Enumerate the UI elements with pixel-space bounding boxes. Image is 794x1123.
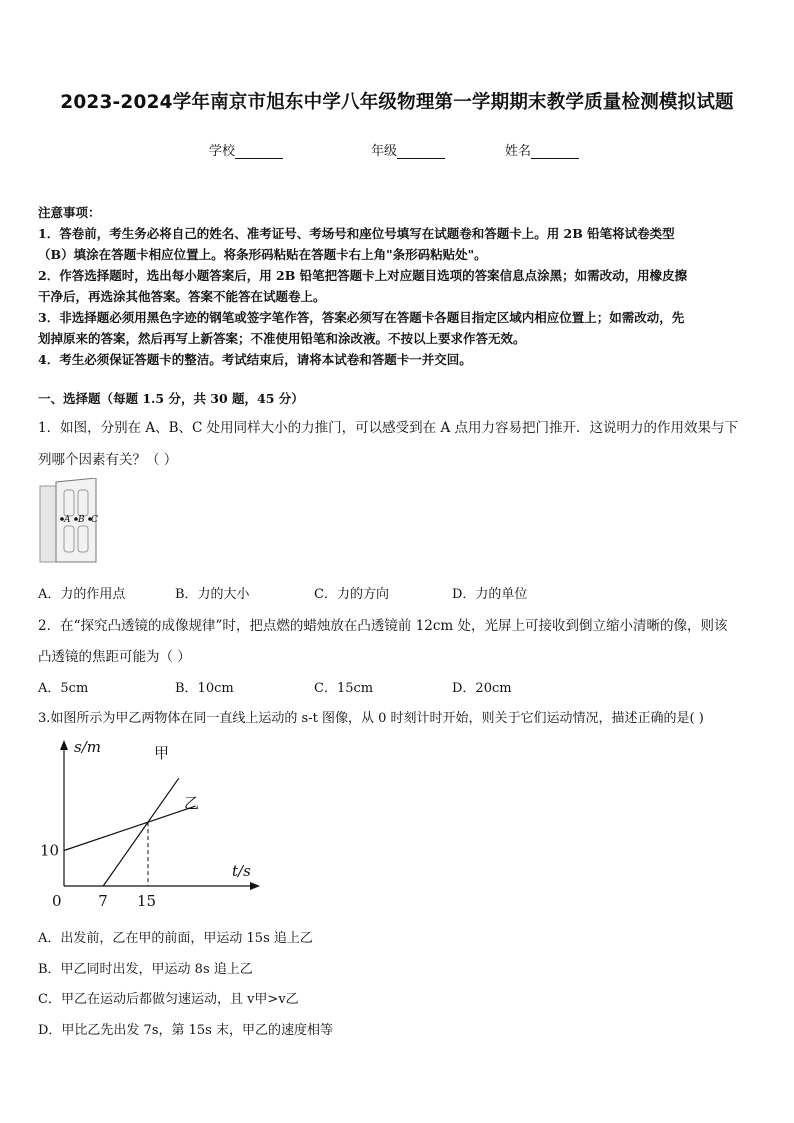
q3-option-c[interactable]: C．甲乙在运动后都做匀速运动，且 v甲>v乙: [38, 992, 299, 1007]
x-tick-label: 7: [98, 892, 108, 910]
x-tick-label: 0: [52, 892, 62, 910]
school-blank: [235, 144, 283, 159]
q2-option-a[interactable]: A．5cm: [38, 681, 89, 696]
q3-option-a[interactable]: A．出发前，乙在甲的前面，甲运动 15s 追上乙: [38, 931, 313, 946]
x-axis-arrow: [250, 882, 260, 890]
q2-stem-line2: 凸透镜的焦距可能为（ ）: [38, 649, 191, 665]
x-tick-label: 15: [137, 892, 157, 910]
q3-stem: 3.如图所示为甲乙两物体在同一直线上运动的 s-t 图像，从 0 时刻计时开始，则关于它们运动情况，描述正确的是( ): [38, 711, 704, 726]
q3-option-d[interactable]: D．甲比乙先出发 7s，第 15s 末，甲乙的速度相等: [38, 1023, 333, 1038]
notice-line: 2．作答选择题时，选出每小题答案后，用 2B 铅笔把答题卡上对应题目选项的答案信息点涂黑；如需改动，用橡皮擦: [38, 268, 688, 283]
name-blank: [531, 144, 579, 159]
page-title: 2023-2024学年南京市旭东中学八年级物理第一学期期末教学质量检测模拟试题: [60, 92, 734, 113]
name-field: [505, 140, 579, 159]
x-axis-label: t/s: [232, 862, 251, 880]
notice-line: 3．非选择题必须用黑色字迹的钢笔或签字笔作答，答案必须写在答题卡各题目指定区域内相应位置上；如需改动，先: [38, 310, 685, 325]
notice-heading: 注意事项：: [38, 205, 101, 220]
q1-option-c[interactable]: C．力的方向: [314, 587, 389, 602]
notice-line: 划掉原来的答案，然后再写上新答案；不准使用铅笔和涂改液。不按以上要求作答无效。: [38, 331, 526, 346]
school-field: [209, 140, 283, 159]
q3-option-b[interactable]: B．甲乙同时出发，甲运动 8s 追上乙: [38, 962, 253, 977]
q1-option-b[interactable]: B．力的大小: [175, 587, 250, 602]
y-axis-arrow: [60, 740, 68, 750]
q1-stem-line1: 1．如图，分别在 A、B、C 处用同样大小的力推门，可以感受到在 A 点用力容易把门推开．这说明力的作用效果与下: [38, 420, 739, 436]
point-a-label: A: [64, 515, 71, 525]
series-label-jia: 甲: [154, 744, 170, 762]
grade-field: [371, 140, 445, 159]
name-label: 姓名: [505, 144, 532, 159]
point-c-label: C: [91, 515, 98, 525]
q2-stem-line1: 2．在“探究凸透镜的成像规律”时，把点燃的蜡烛放在凸透镜前 12cm 处，光屏上可接收到倒立缩小清晰的像，则该: [38, 618, 728, 634]
grade-blank: [397, 144, 445, 159]
notice-line: 干净后，再选涂其他答案。答案不能答在试题卷上。: [38, 289, 326, 304]
q2-option-d[interactable]: D．20cm: [452, 681, 512, 696]
series-line-yi: [64, 806, 196, 850]
notice-line: 1．答卷前，考生务必将自己的姓名、准考证号、考场号和座位号填写在试题卷和答题卡上。用 2B 铅笔将试卷类型: [38, 226, 675, 241]
notice-line: （B）填涂在答题卡相应位置上。将条形码粘贴在答题卡右上角"条形码粘贴处"。: [38, 247, 487, 262]
series-label-yi: 乙: [184, 794, 200, 812]
q2-option-c[interactable]: C．15cm: [314, 681, 374, 696]
notice-line: 4．考生必须保证答题卡的整洁。考试结束后，请将本试卷和答题卡一并交回。: [38, 352, 472, 367]
point-b-label: B: [78, 515, 85, 525]
school-label: 学校: [209, 144, 236, 159]
q1-option-d[interactable]: D．力的单位: [452, 587, 528, 602]
grade-label: 年级: [371, 144, 398, 159]
q2-option-b[interactable]: B．10cm: [175, 681, 234, 696]
y-tick-label: 10: [40, 841, 60, 860]
y-axis-label: s/m: [74, 738, 101, 756]
s-t-chart: [36, 734, 272, 914]
door-figure: [38, 478, 102, 566]
section-heading: 一、选择题（每题 1.5 分，共 30 题，45 分）: [38, 391, 304, 406]
series-line-jia: [103, 778, 179, 886]
q1-option-a[interactable]: A．力的作用点: [38, 587, 126, 602]
q1-stem-line2: 列哪个因素有关？（ ）: [38, 452, 178, 468]
